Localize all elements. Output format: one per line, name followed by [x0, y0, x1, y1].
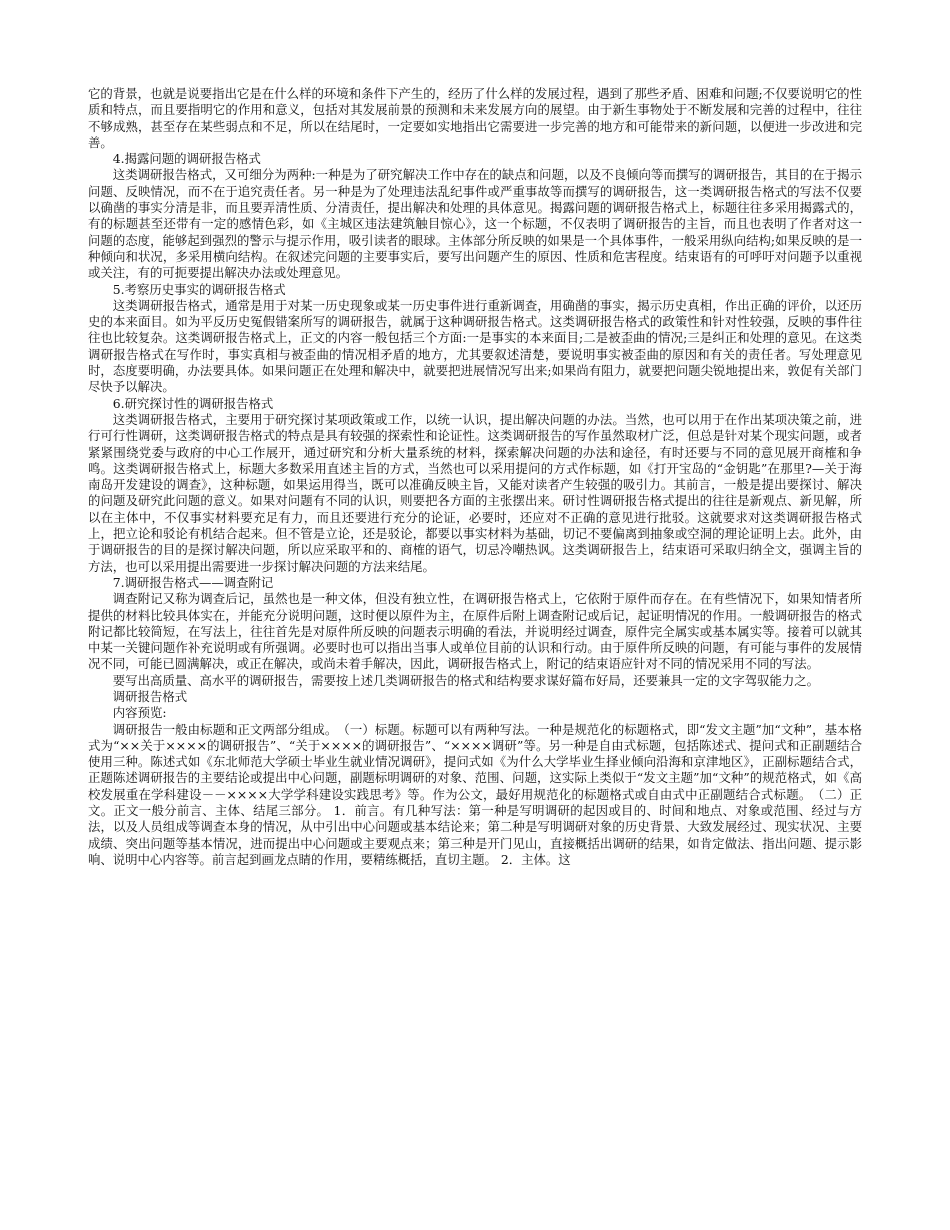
- paragraph-historical-facts: 这类调研报告格式，通常是用于对某一历史现象或某一历史事件进行重新调查，用确凿的事实，揭示历史真相，作出正确的评价，以还历史的本来面目。如为平反历史冤假错案所写的调研报告，就属于这种调研报告格式。这类调研报告格式的政策性和针对性较强，反映的事件往往也比较复杂。这类调研报告格式上，正文的内容一般包括三个方面:一是事实的本来面目;二是被歪曲的情况;三是纠正和处理的意见。在这类调研报告格式在写作时，事实真相与被歪曲的情况相矛盾的地方，尤其要叙述清楚，要说明事实被歪曲的原因和有关的责任者。写处理意见时，态度要明确，办法要具体。如果问题正在处理和解决中，就要把进展情况写出来;如果尚有阻力，就要把问题尖锐地提出来，敦促有关部门尽快予以解决。: [88, 297, 862, 395]
- section-heading-4: 4.揭露问题的调研报告格式: [112, 151, 261, 167]
- paragraph-research-discussion: 这类调研报告格式，主要用于研究探讨某项政策或工作，以统一认识，提出解决问题的办法。当然，也可以用于在作出某项决策之前，进行可行性调研，这类调研报告格式的特点是具有较强的探索性和论证性。这类调研报告的写作虽然取材广泛，但总是针对某个现实问题，或者紧紧围绕党委与政府的中心工作展开，通过研究和分析大量系统的材料，探索解决问题的办法和途径，有时还要与不同的意见展开商榷和争鸣。这类调研报告格式上，标题大多数采用直述主旨的方式，当然也可以采用提问的方式作标题，如《打开宝岛的“金钥匙”在那里?—关于海南岛开发建设的调查》，这种标题，如果运用得当，既可以准确反映主旨，又能对读者产生较强的吸引力。其前言，一般是提出要探讨、解决的问题及研究此问题的意义。如果对问题有不同的认识，则要把各方面的主张摆出来。研讨性调研报告格式提出的往往是新观点、新见解，所以在主体中，不仅事实材料要充足有力，而且还要进行充分的论证，必要时，还应对不正确的意见进行批驳。这就要求对这类调研报告格式上，把立论和驳论有机结合起来。但不管是立论，还是驳论，都要以事实材料为基础，切记不要偏离到抽象或空洞的理论证明上去。此外，由于调研报告的目的是探讨解决问题，所以应采取平和的、商榷的语气，切忌冷嘲热讽。这类调研报告上，结束语可采取归纳全文，强调主旨的方法，也可以采用提出需要进一步探讨解决问题的方法来结尾。: [88, 411, 862, 574]
- section-heading-5: 5.考察历史事实的调研报告格式: [112, 281, 286, 297]
- paragraph-exposing-problems: 这类调研报告格式，又可细分为两种:一种是为了研究解决工作中存在的缺点和问题，以及不良倾向等而撰写的调研报告，其目的在于揭示问题、反映情况，而不在于追究责任者。另一种是为了处理违法乱纪事件或严重事故等而撰写的调研报告，这一类调研报告格式的写法不仅要以确凿的事实分清是非，而且要弄清性质、分清责任，提出解决和处理的具体意见。揭露问题的调研报告格式上，标题往往多采用揭露式的，有的标题甚至还带有一定的感情色彩，如《主城区违法建筑触目惊心》，这一个标题，不仅表明了调研报告的主旨，而且也表明了作者对这一问题的态度，能够起到强烈的警示与提示作用，吸引读者的眼球。主体部分所反映的如果是一个具体事件，一般采用纵向结构;如果反映的是一种倾向和状况，多采用横向结构。在叙述完问题的主要事实后，要写出问题产生的原因、性质和危害程度。结束语有的可呼吁对问题予以重视或关注，有的可扼要提出解决办法或处理意见。: [88, 167, 862, 281]
- label-content-preview: 内容预览:: [112, 705, 167, 721]
- section-heading-6: 6.研究探讨性的调研报告格式: [112, 395, 274, 411]
- label-report-format: 调研报告格式: [112, 688, 188, 704]
- section-heading-7: 7.调研报告格式——调查附记: [112, 574, 274, 590]
- paragraph-investigation-note: 调查附记又称为调查后记，虽然也是一种文体，但没有独立性，在调研报告格式上，它依附于原件而存在。在有些情况下，如果知情者所提供的材料比较具体实在，并能充分说明问题，这时便以原件为主，在原件后附上调查附记或后记，起证明情况的作用。一般调研报告的格式附记都比较简短，在写法上，往往首先是对原件所反映的问题表示明确的看法，并说明经过调查，原件完全属实或基本属实等。接着可以就其中某一关键问题作补充说明或有所强调。必要时也可以指出当事人或单位目前的认识和行动。由于原件所反映的问题，有可能与事件的发展情况不同，可能已圆满解决，或正在解决，或尚未着手解决，因此，调研报告格式上，附记的结束语应针对不同的情况采用不同的写法。: [88, 591, 862, 672]
- paragraph-summary: 要写出高质量、高水平的调研报告，需要按上述几类调研报告的格式和结构要求谋好篇布好局，还要兼具一定的文字驾驭能力之。: [112, 672, 820, 688]
- paragraph-report-structure: 调研报告一般由标题和正文两部分组成。 （一）标题。标题可以有两种写法。一种是规范化的标题格式，即“发文主题”加“文种”，基本格式为“××关于××××的调研报告”、“关于××××的调研报告”、“××××调研”等。另一种是自由式标题，包括陈述式、提问式和正副题结合使用三种。陈述式如《东北师范大学硕士毕业生就业情况调研》，提问式如《为什么大学毕业生择业倾向沿海和京津地区》，正副标题结合式，正题陈述调研报告的主要结论或提出中心问题，副题标明调研的对象、范围、问题，这实际上类似于“发文主题”加“文种”的规范格式，如《高校发展重在学科建设－－××××大学学科建设实践思考》等。作为公文，最好用规范化的标题格式或自由式中正副题结合式标题。 （二）正文。正文一般分前言、主体、结尾三部分。 1．前言。有几种写法：第一种是写明调研的起因或目的、时间和地点、对象或范围、经过与方法，以及人员组成等调查本身的情况，从中引出中心问题或基本结论来；第二种是写明调研对象的历史背景、大致发展经过、现实状况、主要成绩、突出问题等基本情况，进而提出中心问题或主要观点来；第三种是开门见山，直接概括出调研的结果，如肯定做法、指出问题、提示影响、说明中心内容等。前言起到画龙点睛的作用，要精练概括，直切主题。 2．主体。这: [88, 721, 862, 867]
- paragraph-new-things-conclusion: 它的背景，也就是说要指出它是在什么样的环境和条件下产生的，经历了什么样的发展过程，遇到了那些矛盾、困难和问题;不仅要说明它的性质和特点，而且要指明它的作用和意义，包括对其发展前景的预测和未来发展方向的展望。由于新生事物处于不断发展和完善的过程中，往往不够成熟，甚至存在某些弱点和不足，所以在结尾时，一定要如实地指出它需要进一步完善的地方和可能带来的新问题，以便进一步改进和完善。: [88, 86, 862, 150]
